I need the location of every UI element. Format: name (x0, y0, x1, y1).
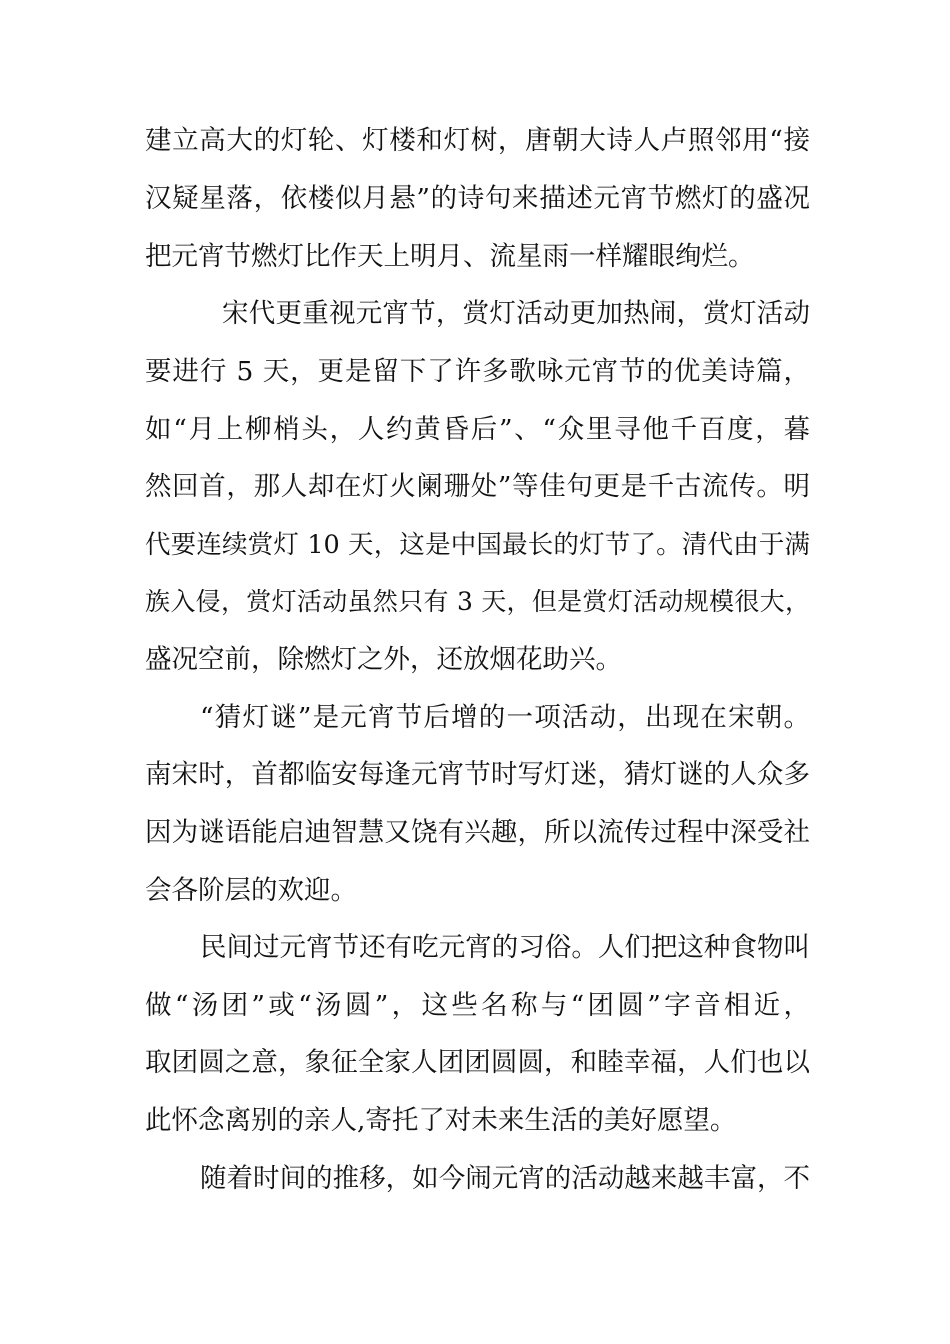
paragraph-1-line-3: 把元宵节燃灯比作天上明月、流星雨一样耀眼绚烂。 (145, 241, 755, 272)
paragraph-3-line-1: “猜灯谜”是元宵节后增的一项活动，出现在宋朝。 (200, 702, 810, 733)
paragraph-2-line-4: 然回首，那人却在灯火阑珊处”等佳句更是千古流传。明 (145, 471, 810, 502)
paragraph-2-line-1: 宋代更重视元宵节，赏灯活动更加热闹，赏灯活动 (222, 298, 810, 329)
paragraph-2-line-3: 如“月上柳梢头，人约黄昏后”、“众里寻他千百度，暮 (145, 414, 810, 445)
paragraph-2-line-6: 族入侵，赏灯活动虽然只有 3 天，但是赏灯活动规模很大， (145, 587, 810, 616)
paragraph-4-line-1: 民间过元宵节还有吃元宵的习俗。人们把这种食物叫 (200, 932, 810, 963)
paragraph-4-line-2: 做“汤团”或“汤圆”，这些名称与“团圆”字音相近， (145, 990, 810, 1021)
paragraph-3-line-3: 因为谜语能启迪智慧又饶有兴趣，所以流传过程中深受社 (145, 817, 810, 848)
paragraph-2-line-7: 盛况空前，除燃灯之外，还放烟花助兴。 (145, 644, 622, 675)
paragraph-2-line-5: 代要连续赏灯 10 天，这是中国最长的灯节了。清代由于满 (145, 530, 810, 560)
paragraph-5-line-1: 随着时间的推移，如今闹元宵的活动越来越丰富，不 (200, 1163, 810, 1194)
paragraph-4-line-4: 此怀念离别的亲人,寄托了对未来生活的美好愿望。 (145, 1105, 737, 1136)
paragraph-1-line-1: 建立高大的灯轮、灯楼和灯树，唐朝大诗人卢照邻用“接 (145, 125, 810, 156)
paragraph-2-line-2: 要进行 5 天，更是留下了许多歌咏元宵节的优美诗篇， (145, 356, 810, 387)
paragraph-1-line-2: 汉疑星落，依楼似月悬”的诗句来描述元宵节燃灯的盛况 (145, 183, 810, 214)
paragraph-3-line-2: 南宋时，首都临安每逢元宵节时写灯迷，猜灯谜的人众多 (145, 759, 810, 790)
paragraph-4-line-3: 取团圆之意，象征全家人团团圆圆，和睦幸福，人们也以 (145, 1047, 810, 1078)
paragraph-3-line-4: 会各阶层的欢迎。 (145, 875, 357, 906)
